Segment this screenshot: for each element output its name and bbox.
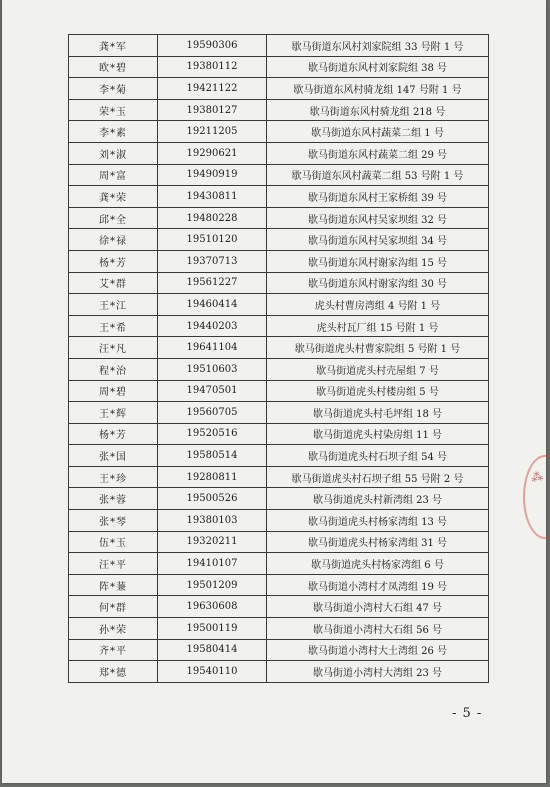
- person-name-cell: 杨*芳: [69, 423, 158, 445]
- address-cell: 歇马街道虎头村毛坪组 18 号: [267, 402, 489, 424]
- address-cell: 歇马街道东风村王家桥组 39 号: [267, 186, 489, 208]
- table-row: [69, 380, 489, 402]
- person-name-cell: 王*珍: [69, 466, 158, 488]
- birth-date-cell: 19520516: [158, 423, 267, 445]
- person-name-cell: 邱*全: [69, 207, 158, 229]
- person-name-cell: 汪*凡: [69, 337, 158, 359]
- birth-date-cell: 19500119: [158, 618, 267, 640]
- address-cell: 虎头村曹房湾组 4 号附 1 号: [267, 294, 489, 316]
- address-cell: 歇马街道东风村刘家院组 33 号附 1 号: [267, 35, 489, 57]
- address-cell: 歇马街道虎头村染房组 11 号: [267, 423, 489, 445]
- table-row: [69, 229, 489, 251]
- birth-date-cell: 19630608: [158, 596, 267, 618]
- person-name-cell: 李*菊: [69, 78, 158, 100]
- birth-date-cell: 19290621: [158, 142, 267, 164]
- person-name-cell: 程*治: [69, 358, 158, 380]
- address-cell: 歇马街道东风村蔬菜二组 1 号: [267, 121, 489, 143]
- address-cell: 歇马街道东风村吴家坝组 34 号: [267, 229, 489, 251]
- table-row: [69, 337, 489, 359]
- birth-date-cell: 19580514: [158, 445, 267, 467]
- table-row: [69, 99, 489, 121]
- page-number: - 5 -: [452, 706, 483, 721]
- person-name-cell: 欧*碧: [69, 56, 158, 78]
- birth-date-cell: 19410107: [158, 553, 267, 575]
- birth-date-cell: 19501209: [158, 574, 267, 596]
- address-cell: 歇马街道虎头村石坝子组 55 号附 2 号: [267, 466, 489, 488]
- table-row: [69, 358, 489, 380]
- table-row: [69, 402, 489, 424]
- person-name-cell: 刘*淑: [69, 142, 158, 164]
- birth-date-cell: 19320211: [158, 531, 267, 553]
- roster-table-body: [69, 35, 489, 683]
- table-row: [69, 531, 489, 553]
- birth-date-cell: 19540110: [158, 661, 267, 683]
- address-cell: 歇马街道东风村谢家沟组 15 号: [267, 250, 489, 272]
- birth-date-cell: 19440203: [158, 315, 267, 337]
- address-cell: 歇马街道东风村刘家院组 38 号: [267, 56, 489, 78]
- birth-date-cell: 19480228: [158, 207, 267, 229]
- person-name-cell: 王*希: [69, 315, 158, 337]
- address-cell: 歇马街道小湾村大石组 56 号: [267, 618, 489, 640]
- person-name-cell: 徐*禄: [69, 229, 158, 251]
- table-row: [69, 35, 489, 57]
- person-name-cell: 郑*德: [69, 661, 158, 683]
- address-cell: 歇马街道东风村谢家沟组 30 号: [267, 272, 489, 294]
- person-name-cell: 孙*荣: [69, 618, 158, 640]
- table-row: [69, 639, 489, 661]
- table-row: [69, 207, 489, 229]
- address-cell: 歇马街道东风村骑龙组 147 号附 1 号: [267, 78, 489, 100]
- table-row: [69, 574, 489, 596]
- document-page: [2, 0, 546, 783]
- table-row: [69, 510, 489, 532]
- address-cell: 歇马街道虎头村曹家院组 5 号附 1 号: [267, 337, 489, 359]
- person-name-cell: 阵*蒹: [69, 574, 158, 596]
- person-name-cell: 龚*军: [69, 35, 158, 57]
- table-row: [69, 315, 489, 337]
- address-cell: 歇马街道虎头村杨家湾组 13 号: [267, 510, 489, 532]
- roster-table: [68, 34, 489, 683]
- table-row: [69, 596, 489, 618]
- birth-date-cell: 19421122: [158, 78, 267, 100]
- address-cell: 歇马街道小湾村才凤湾组 19 号: [267, 574, 489, 596]
- address-cell: 歇马街道虎头村杨家湾组 31 号: [267, 531, 489, 553]
- birth-date-cell: 19380127: [158, 99, 267, 121]
- birth-date-cell: 19590306: [158, 35, 267, 57]
- table-row: [69, 661, 489, 683]
- person-name-cell: 荣*玉: [69, 99, 158, 121]
- address-cell: 歇马街道东风村蔬菜二组 29 号: [267, 142, 489, 164]
- birth-date-cell: 19430811: [158, 186, 267, 208]
- birth-date-cell: 19380112: [158, 56, 267, 78]
- table-row: [69, 164, 489, 186]
- address-cell: 歇马街道小湾村大土湾组 26 号: [267, 639, 489, 661]
- person-name-cell: 周*碧: [69, 380, 158, 402]
- person-name-cell: 伍*玉: [69, 531, 158, 553]
- person-name-cell: 齐*平: [69, 639, 158, 661]
- person-name-cell: 何*群: [69, 596, 158, 618]
- birth-date-cell: 19510603: [158, 358, 267, 380]
- address-cell: 歇马街道小湾村大湾组 23 号: [267, 661, 489, 683]
- table-row: [69, 445, 489, 467]
- birth-date-cell: 19470501: [158, 380, 267, 402]
- address-cell: 歇马街道虎头村石坝子组 54 号: [267, 445, 489, 467]
- address-cell: 歇马街道虎头村新湾组 23 号: [267, 488, 489, 510]
- person-name-cell: 王*辉: [69, 402, 158, 424]
- person-name-cell: 张*国: [69, 445, 158, 467]
- person-name-cell: 张*蓉: [69, 488, 158, 510]
- address-cell: 歇马街道东风村蔬菜二组 53 号附 1 号: [267, 164, 489, 186]
- birth-date-cell: 19280811: [158, 466, 267, 488]
- table-row: [69, 142, 489, 164]
- address-cell: 歇马街道东风村骑龙组 218 号: [267, 99, 489, 121]
- table-row: [69, 56, 489, 78]
- table-row: [69, 186, 489, 208]
- table-row: [69, 423, 489, 445]
- birth-date-cell: 19370713: [158, 250, 267, 272]
- address-cell: 歇马街道东风村吴家坝组 32 号: [267, 207, 489, 229]
- address-cell: 歇马街道虎头村杨家湾组 6 号: [267, 553, 489, 575]
- birth-date-cell: 19560705: [158, 402, 267, 424]
- birth-date-cell: 19490919: [158, 164, 267, 186]
- table-row: [69, 250, 489, 272]
- birth-date-cell: 19641104: [158, 337, 267, 359]
- address-cell: 歇马街道小湾村大石组 47 号: [267, 596, 489, 618]
- table-row: [69, 466, 489, 488]
- birth-date-cell: 19380103: [158, 510, 267, 532]
- person-name-cell: 周*富: [69, 164, 158, 186]
- birth-date-cell: 19460414: [158, 294, 267, 316]
- table-row: [69, 78, 489, 100]
- person-name-cell: 艾*群: [69, 272, 158, 294]
- person-name-cell: 王*江: [69, 294, 158, 316]
- person-name-cell: 汪*平: [69, 553, 158, 575]
- birth-date-cell: 19561227: [158, 272, 267, 294]
- person-name-cell: 张*琴: [69, 510, 158, 532]
- table-row: [69, 488, 489, 510]
- red-seal-mark: ⁂: [528, 468, 546, 486]
- birth-date-cell: 19510120: [158, 229, 267, 251]
- table-row: [69, 618, 489, 640]
- red-seal-stamp: [523, 455, 550, 539]
- birth-date-cell: 19211205: [158, 121, 267, 143]
- table-row: [69, 294, 489, 316]
- person-name-cell: 龚*荣: [69, 186, 158, 208]
- birth-date-cell: 19580414: [158, 639, 267, 661]
- address-cell: 歇马街道虎头村壳屋组 7 号: [267, 358, 489, 380]
- address-cell: 歇马街道虎头村楼房组 5 号: [267, 380, 489, 402]
- person-name-cell: 杨*芳: [69, 250, 158, 272]
- table-row: [69, 272, 489, 294]
- table-row: [69, 121, 489, 143]
- address-cell: 虎头村瓦厂组 15 号附 1 号: [267, 315, 489, 337]
- person-name-cell: 李*素: [69, 121, 158, 143]
- birth-date-cell: 19500526: [158, 488, 267, 510]
- table-row: [69, 553, 489, 575]
